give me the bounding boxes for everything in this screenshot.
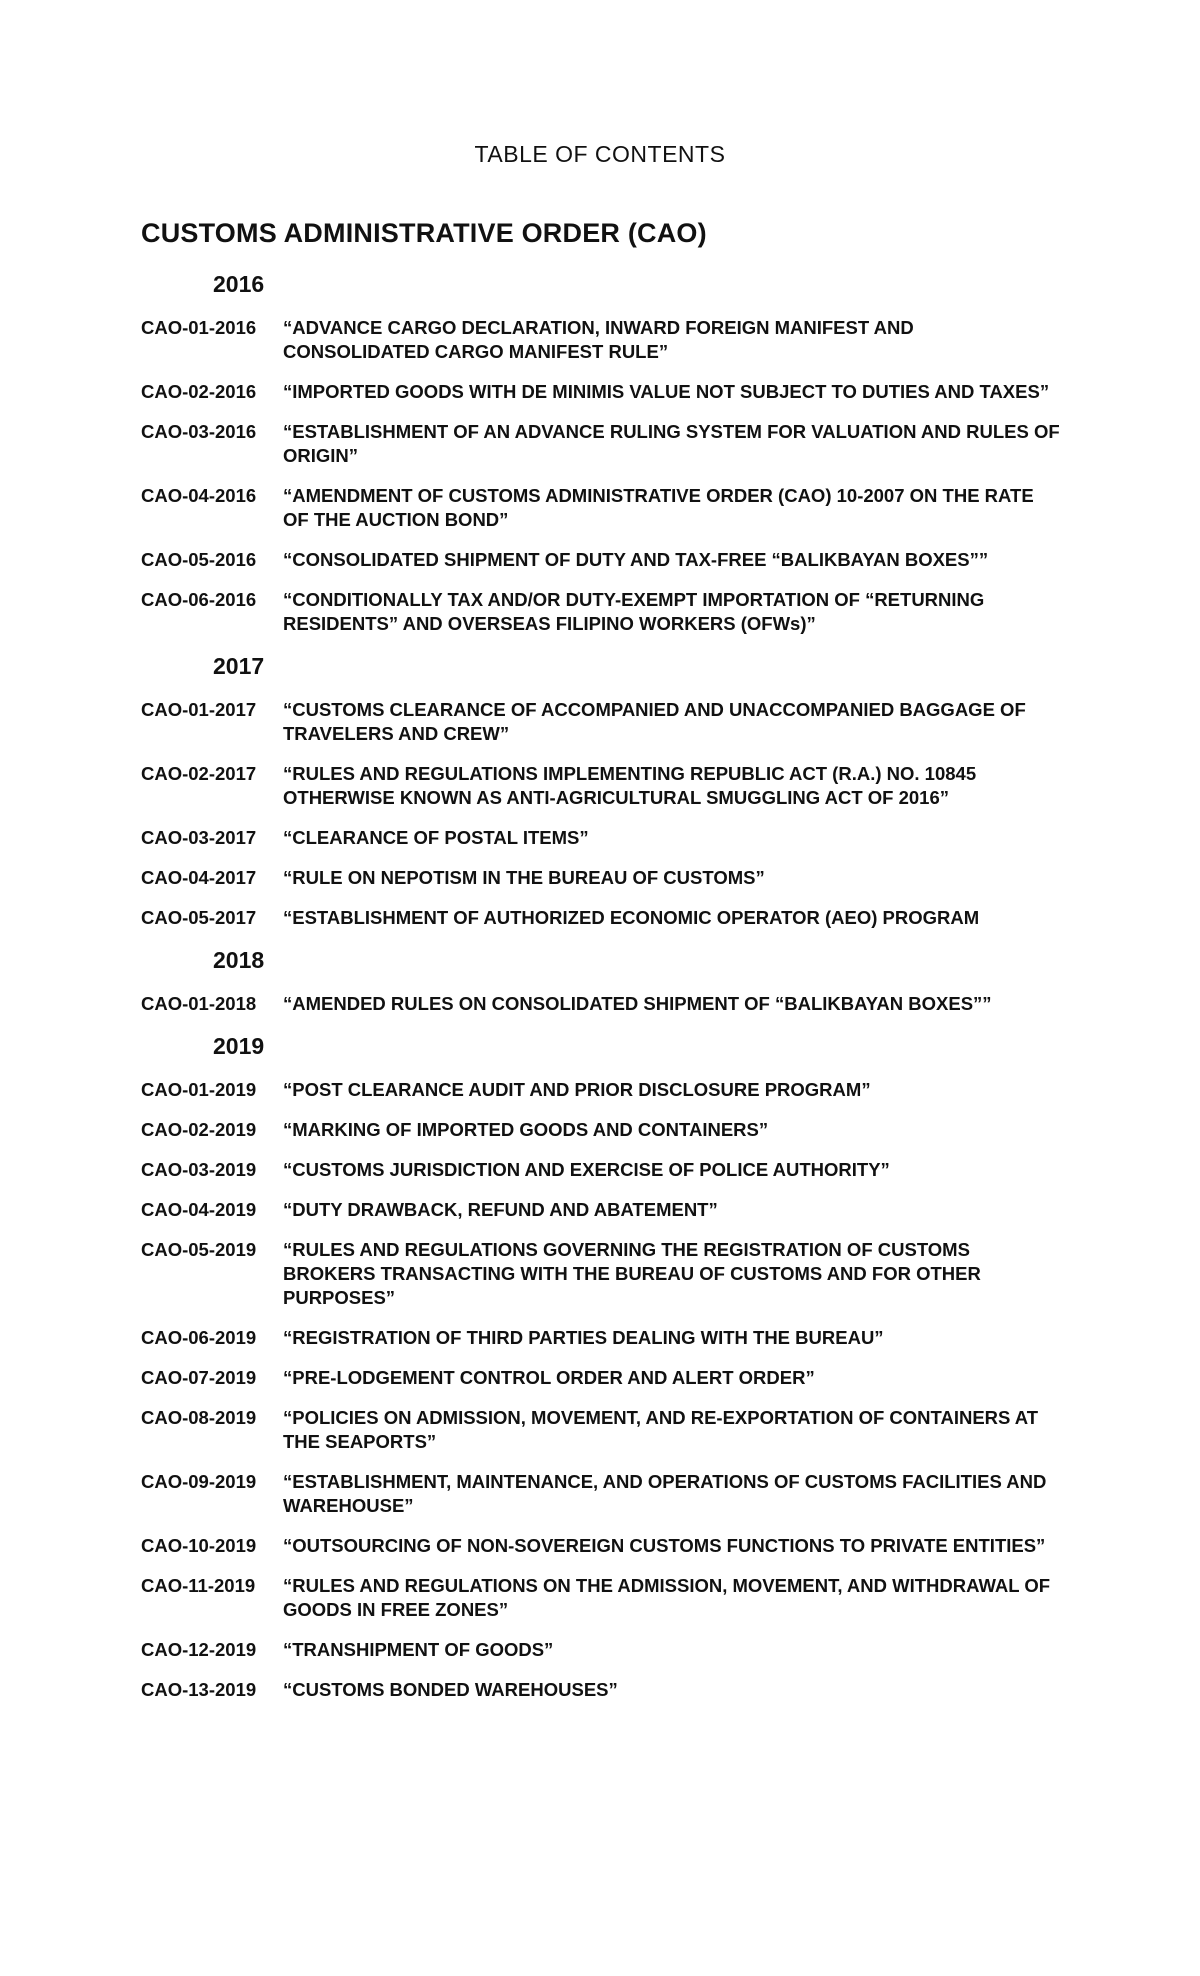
toc-entry <box>141 420 1080 468</box>
year-heading: 2016 <box>213 271 265 297</box>
entry-title: “ESTABLISHMENT OF AUTHORIZED ECONOMIC OPERATOR (AEO) PROGRAM <box>283 907 980 928</box>
year-group-2019 <box>141 1032 1080 1702</box>
toc-entry <box>141 1678 1080 1702</box>
toc-entry <box>141 762 1080 810</box>
entry-title: “IMPORTED GOODS WITH DE MINIMIS VALUE NOT SUBJECT TO DUTIES AND TAXES” <box>283 381 1050 402</box>
entry-code: CAO-06-2019 <box>141 1327 257 1348</box>
entry-code: CAO-03-2017 <box>141 827 257 848</box>
entry-title: “CONDITIONALLY TAX AND/OR DUTY-EXEMPT IMPORTATION OF “RETURNING RESIDENTS” AND OVERSEAS FILIPINO WORKERS (OFWs)” <box>283 589 985 634</box>
entry-title: “CUSTOMS BONDED WAREHOUSES” <box>283 1679 618 1700</box>
page-title: TABLE OF CONTENTS <box>474 141 726 167</box>
entry-code: CAO-01-2018 <box>141 993 257 1014</box>
entry-code: CAO-13-2019 <box>141 1679 257 1700</box>
year-group-2017 <box>141 652 1080 930</box>
entry-code: CAO-05-2019 <box>141 1239 257 1260</box>
entry-title: “RULE ON NEPOTISM IN THE BUREAU OF CUSTOMS” <box>283 867 765 888</box>
entry-code: CAO-01-2019 <box>141 1079 257 1100</box>
entry-code: CAO-03-2019 <box>141 1159 257 1180</box>
entry-title: “CUSTOMS CLEARANCE OF ACCOMPANIED AND UNACCOMPANIED BAGGAGE OF TRAVELERS AND CREW” <box>283 699 1026 744</box>
toc-entry <box>141 1158 1080 1182</box>
toc-entry <box>141 1470 1080 1518</box>
toc-entry <box>141 1406 1080 1454</box>
entry-title: “POLICIES ON ADMISSION, MOVEMENT, AND RE-EXPORTATION OF CONTAINERS AT THE SEAPORTS” <box>283 1407 1039 1452</box>
toc-entry <box>141 588 1080 636</box>
entry-code: CAO-09-2019 <box>141 1471 257 1492</box>
entry-title: “POST CLEARANCE AUDIT AND PRIOR DISCLOSURE PROGRAM” <box>283 1079 871 1100</box>
toc-entry <box>141 826 1080 850</box>
entry-title: “ADVANCE CARGO DECLARATION, INWARD FOREIGN MANIFEST AND CONSOLIDATED CARGO MANIFEST RULE” <box>283 317 914 362</box>
entry-code: CAO-02-2016 <box>141 381 257 402</box>
entry-title: “REGISTRATION OF THIRD PARTIES DEALING WITH THE BUREAU” <box>283 1327 884 1348</box>
entry-title: “RULES AND REGULATIONS ON THE ADMISSION, MOVEMENT, AND WITHDRAWAL OF GOODS IN FREE ZONES” <box>283 1575 1051 1620</box>
entry-title: “ESTABLISHMENT OF AN ADVANCE RULING SYSTEM FOR VALUATION AND RULES OF ORIGIN” <box>283 421 1060 466</box>
entry-title: “MARKING OF IMPORTED GOODS AND CONTAINERS” <box>283 1119 769 1140</box>
entry-code: CAO-03-2016 <box>141 421 257 442</box>
toc-entry <box>141 484 1080 532</box>
entry-title: “AMENDED RULES ON CONSOLIDATED SHIPMENT OF “BALIKBAYAN BOXES”” <box>283 993 992 1014</box>
year-heading: 2018 <box>213 947 265 973</box>
toc-entry <box>141 866 1080 890</box>
entry-title: “AMENDMENT OF CUSTOMS ADMINISTRATIVE ORDER (CAO) 10-2007 ON THE RATE OF THE AUCTION BOND” <box>283 485 1034 530</box>
toc-entry <box>141 1366 1080 1390</box>
entry-title: “CLEARANCE OF POSTAL ITEMS” <box>283 827 589 848</box>
toc-entry <box>141 1574 1080 1622</box>
toc-entry <box>141 992 1080 1016</box>
year-group-2016 <box>141 270 1080 636</box>
entry-code: CAO-01-2016 <box>141 317 257 338</box>
toc-entry <box>141 1198 1080 1222</box>
entry-title: “TRANSHIPMENT OF GOODS” <box>283 1639 554 1660</box>
entry-title: “OUTSOURCING OF NON-SOVEREIGN CUSTOMS FUNCTIONS TO PRIVATE ENTITIES” <box>283 1535 1046 1556</box>
section-heading: CUSTOMS ADMINISTRATIVE ORDER (CAO) <box>141 218 707 248</box>
toc-entry <box>141 316 1080 364</box>
entry-code: CAO-02-2017 <box>141 763 257 784</box>
toc-entry <box>141 548 1080 572</box>
entry-code: CAO-07-2019 <box>141 1367 257 1388</box>
entry-code: CAO-04-2016 <box>141 485 257 506</box>
toc-entry <box>141 1118 1080 1142</box>
entry-title: “CONSOLIDATED SHIPMENT OF DUTY AND TAX-FREE “BALIKBAYAN BOXES”” <box>283 549 989 570</box>
entry-code: CAO-12-2019 <box>141 1639 257 1660</box>
entry-title: “PRE-LODGEMENT CONTROL ORDER AND ALERT ORDER” <box>283 1367 815 1388</box>
entry-code: CAO-04-2017 <box>141 867 257 888</box>
toc-entry <box>141 1078 1080 1102</box>
toc-entry <box>141 1638 1080 1662</box>
entry-code: CAO-08-2019 <box>141 1407 257 1428</box>
toc-entry <box>141 380 1080 404</box>
entry-title: “ESTABLISHMENT, MAINTENANCE, AND OPERATIONS OF CUSTOMS FACILITIES AND WAREHOUSE” <box>283 1471 1047 1516</box>
entry-code: CAO-10-2019 <box>141 1535 257 1556</box>
entry-code: CAO-02-2019 <box>141 1119 257 1140</box>
entry-title: “CUSTOMS JURISDICTION AND EXERCISE OF POLICE AUTHORITY” <box>283 1159 890 1180</box>
entry-code: CAO-05-2016 <box>141 549 257 570</box>
toc-entry <box>141 1238 1080 1310</box>
toc-entry <box>141 1534 1080 1558</box>
toc-entry <box>141 1326 1080 1350</box>
entry-code: CAO-06-2016 <box>141 589 257 610</box>
entry-code: CAO-04-2019 <box>141 1199 257 1220</box>
toc-entry <box>141 906 1080 930</box>
entry-code: CAO-01-2017 <box>141 699 257 720</box>
entry-code: CAO-11-2019 <box>141 1575 256 1596</box>
toc-entry <box>141 698 1080 746</box>
entry-title: “RULES AND REGULATIONS IMPLEMENTING REPUBLIC ACT (R.A.) NO. 10845 OTHERWISE KNOWN AS ANTI-AGRICULTURAL SMUGGLING ACT OF 2016” <box>283 763 977 808</box>
entry-code: CAO-05-2017 <box>141 907 257 928</box>
year-heading: 2019 <box>213 1033 265 1059</box>
year-group-2018 <box>141 946 1080 1016</box>
year-heading: 2017 <box>213 653 265 679</box>
entry-title: “RULES AND REGULATIONS GOVERNING THE REGISTRATION OF CUSTOMS BROKERS TRANSACTING WITH THE BUREAU OF CUSTOMS AND FOR OTHER PURPOSES” <box>283 1239 981 1308</box>
entry-title: “DUTY DRAWBACK, REFUND AND ABATEMENT” <box>283 1199 718 1220</box>
